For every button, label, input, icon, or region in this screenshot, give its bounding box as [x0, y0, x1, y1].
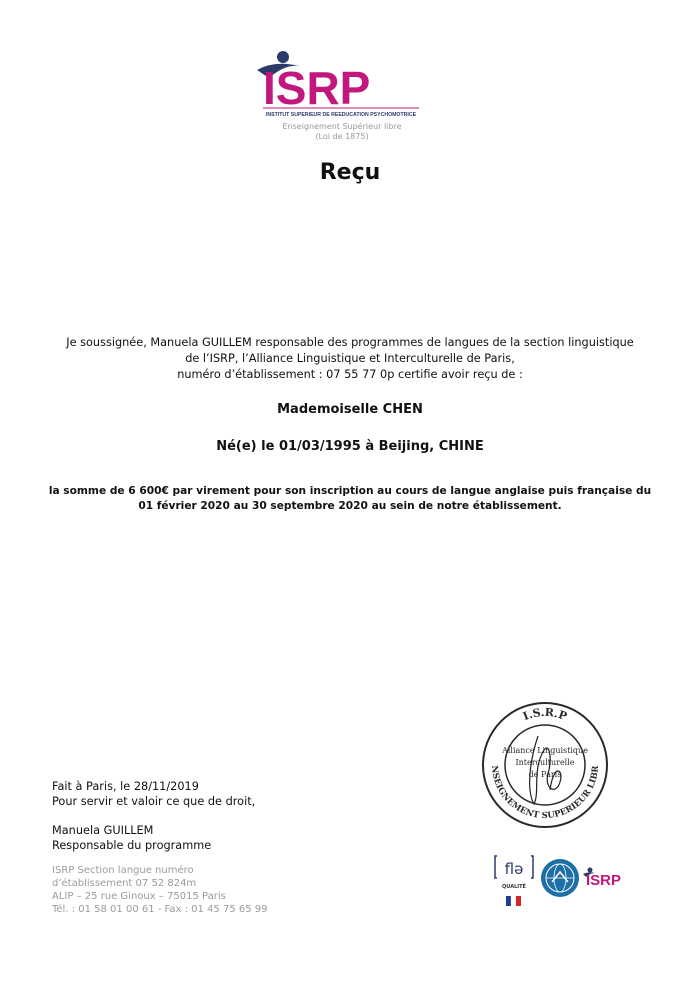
birth-info: Né(e) le 01/03/1995 à Beijing, CHINE — [216, 439, 484, 454]
logo-wordmark: ISRP — [263, 62, 371, 114]
fle-quality-logo — [493, 852, 535, 910]
isrp-small-text: ISRP — [586, 872, 622, 888]
intro-line-1: Je soussignée, Manuela GUILLEM responsable des programmes de langues de la section linguistique — [66, 336, 634, 349]
amount-paragraph — [40, 484, 660, 514]
official-stamp — [480, 700, 610, 830]
page-title: Reçu — [319, 160, 381, 185]
intro-paragraph — [40, 335, 660, 383]
tagline-line-1: Enseignement Supérieur libre — [282, 122, 402, 131]
isrp-small-logo — [583, 866, 637, 888]
amount-line-2: 01 février 2020 au 30 septembre 2020 au sein de notre établissement. — [138, 500, 562, 512]
fle-text: flə — [504, 860, 524, 878]
footer-line-2: d’établissement 07 52 824m — [52, 878, 197, 889]
signatory-role: Responsable du programme — [52, 839, 212, 852]
logo-tagline — [262, 122, 422, 142]
logo-subtitle: INSTITUT SUPERIEUR DE REEDUCATION PSYCHOMOTRICE — [265, 112, 417, 118]
footer-line-3: ALIP – 25 rue Ginoux – 75015 Paris — [52, 891, 226, 902]
formula: Pour servir et valoir ce que de droit, — [52, 795, 256, 808]
signatory-name: Manuela GUILLEM — [52, 824, 154, 837]
intro-line-3: numéro d’établissement : 07 55 77 0p certifie avoir reçu de : — [177, 368, 523, 381]
stamp-center-line-2: Interculturelle — [515, 758, 575, 767]
isrp-logo — [255, 48, 423, 120]
stamp-bottom-text: NSEIGNEMENT SUPERIEUR LIBR — [488, 765, 602, 822]
footer-address — [52, 864, 268, 916]
footer-line-1: ISRP Section langue numéro — [52, 865, 194, 876]
fle-caption: QUALITÉ — [502, 884, 526, 890]
place-date: Fait à Paris, le 28/11/2019 — [52, 780, 199, 793]
signatory-block — [52, 823, 211, 853]
signature-place-date — [52, 779, 255, 809]
recipient-name: Mademoiselle CHEN — [277, 402, 423, 417]
stamp-center-line-3: de Paris — [528, 770, 562, 779]
amount-line-1: la somme de 6 600€ par virement pour son inscription au cours de langue anglaise puis française du — [48, 485, 652, 497]
globe-certification-icon — [540, 858, 580, 898]
stamp-top-text: I.S.R.P — [521, 705, 569, 724]
tagline-line-2: (Loi de 1875) — [315, 132, 369, 141]
stamp-center-line-1: Alliance Linguistique — [502, 746, 588, 755]
footer-line-4: Tél. : 01 58 01 00 61 - Fax : 01 45 75 65 99 — [52, 904, 268, 915]
intro-line-2: de l’ISRP, l’Alliance Linguistique et Interculturelle de Paris, — [185, 352, 515, 365]
